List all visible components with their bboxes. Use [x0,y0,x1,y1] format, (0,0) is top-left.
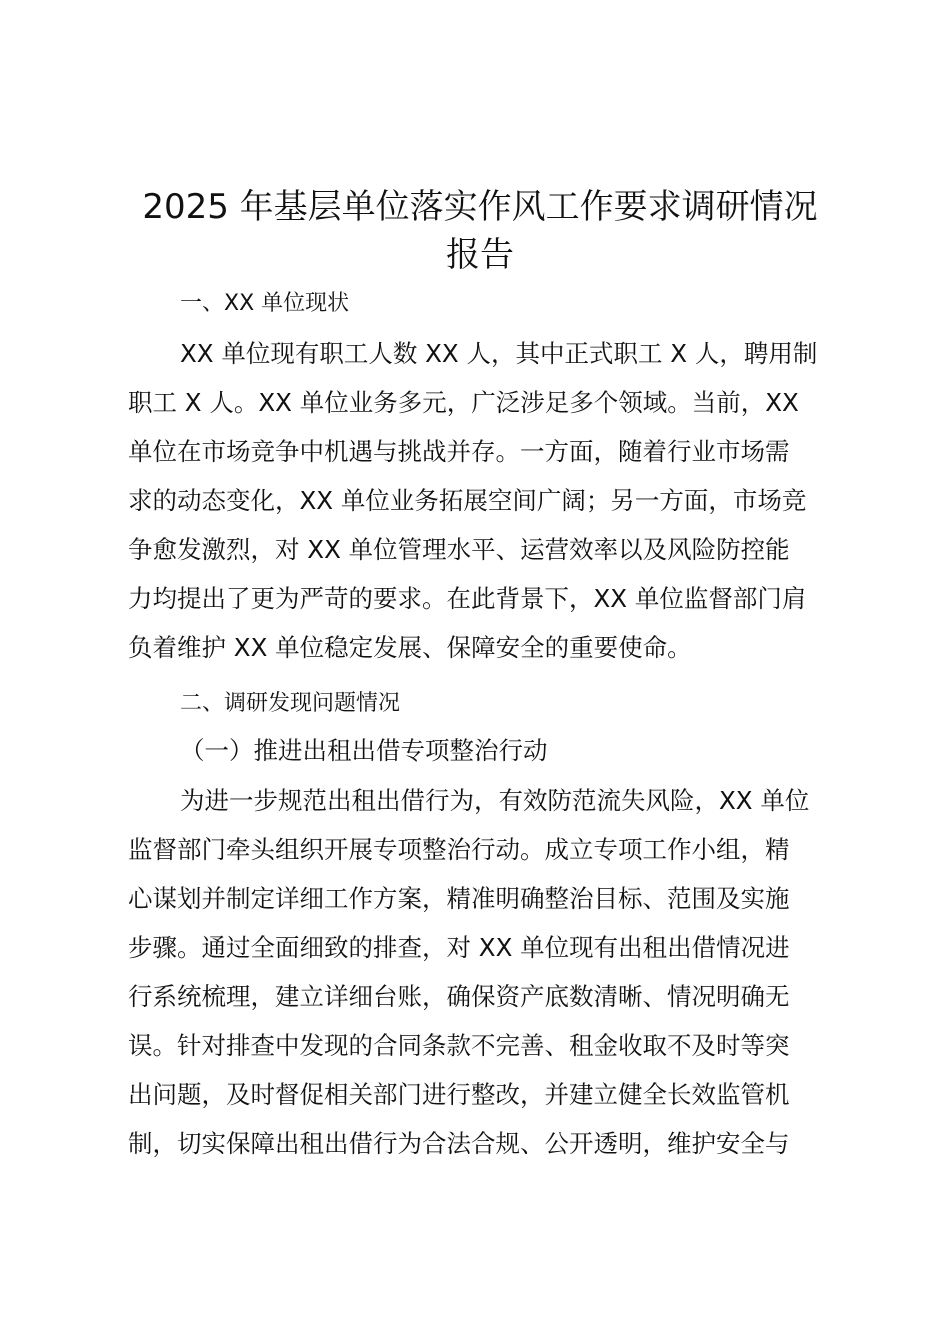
document-title-line-2: 报告 [446,235,514,275]
paragraph-1-line: 负着维护 XX 单位稳定发展、保障安全的重要使命。 [128,633,692,662]
paragraph-2-line: 监督部门牵头组织开展专项整治行动。成立专项工作小组，精 [128,835,790,864]
paragraph-2-line: 制，切实保障出租出借行为合法合规、公开透明，维护安全与 [128,1129,790,1158]
paragraph-1-line: 求的动态变化，XX 单位业务拓展空间广阔；另一方面，市场竞 [128,486,807,515]
section-heading-1: 一、XX 单位现状 [180,291,350,316]
section-heading-2: 二、调研发现问题情况 [180,691,401,716]
paragraph-2-line: 为进一步规范出租出借行为，有效防范流失风险，XX 单位 [180,786,810,815]
document-title-line-1: 2025 年基层单位落实作风工作要求调研情况 [142,187,818,227]
paragraph-2-line: 步骤。通过全面细致的排查，对 XX 单位现有出租出借情况进 [128,933,790,962]
paragraph-2-line: 行系统梳理，建立详细台账，确保资产底数清晰、情况明确无 [128,982,790,1011]
paragraph-1-line: 单位在市场竞争中机遇与挑战并存。一方面，随着行业市场需 [128,437,790,466]
paragraph-2-line: 出问题，及时督促相关部门进行整改，并建立健全长效监管机 [128,1080,790,1109]
paragraph-1-line: 职工 X 人。XX 单位业务多元，广泛涉足多个领域。当前，XX [128,388,799,417]
paragraph-1-line: 力均提出了更为严苛的要求。在此背景下，XX 单位监督部门肩 [128,584,807,613]
paragraph-2-line: 误。针对排查中发现的合同条款不完善、租金收取不及时等突 [128,1031,790,1060]
paragraph-1-line: XX 单位现有职工人数 XX 人，其中正式职工 X 人，聘用制 [180,339,818,368]
paragraph-2-line: 心谋划并制定详细工作方案，精准明确整治目标、范围及实施 [128,884,790,913]
paragraph-1-line: 争愈发激烈，对 XX 单位管理水平、运营效率以及风险防控能 [128,535,790,564]
subsection-heading-1: （一）推进出租出借专项整治行动 [180,736,548,765]
